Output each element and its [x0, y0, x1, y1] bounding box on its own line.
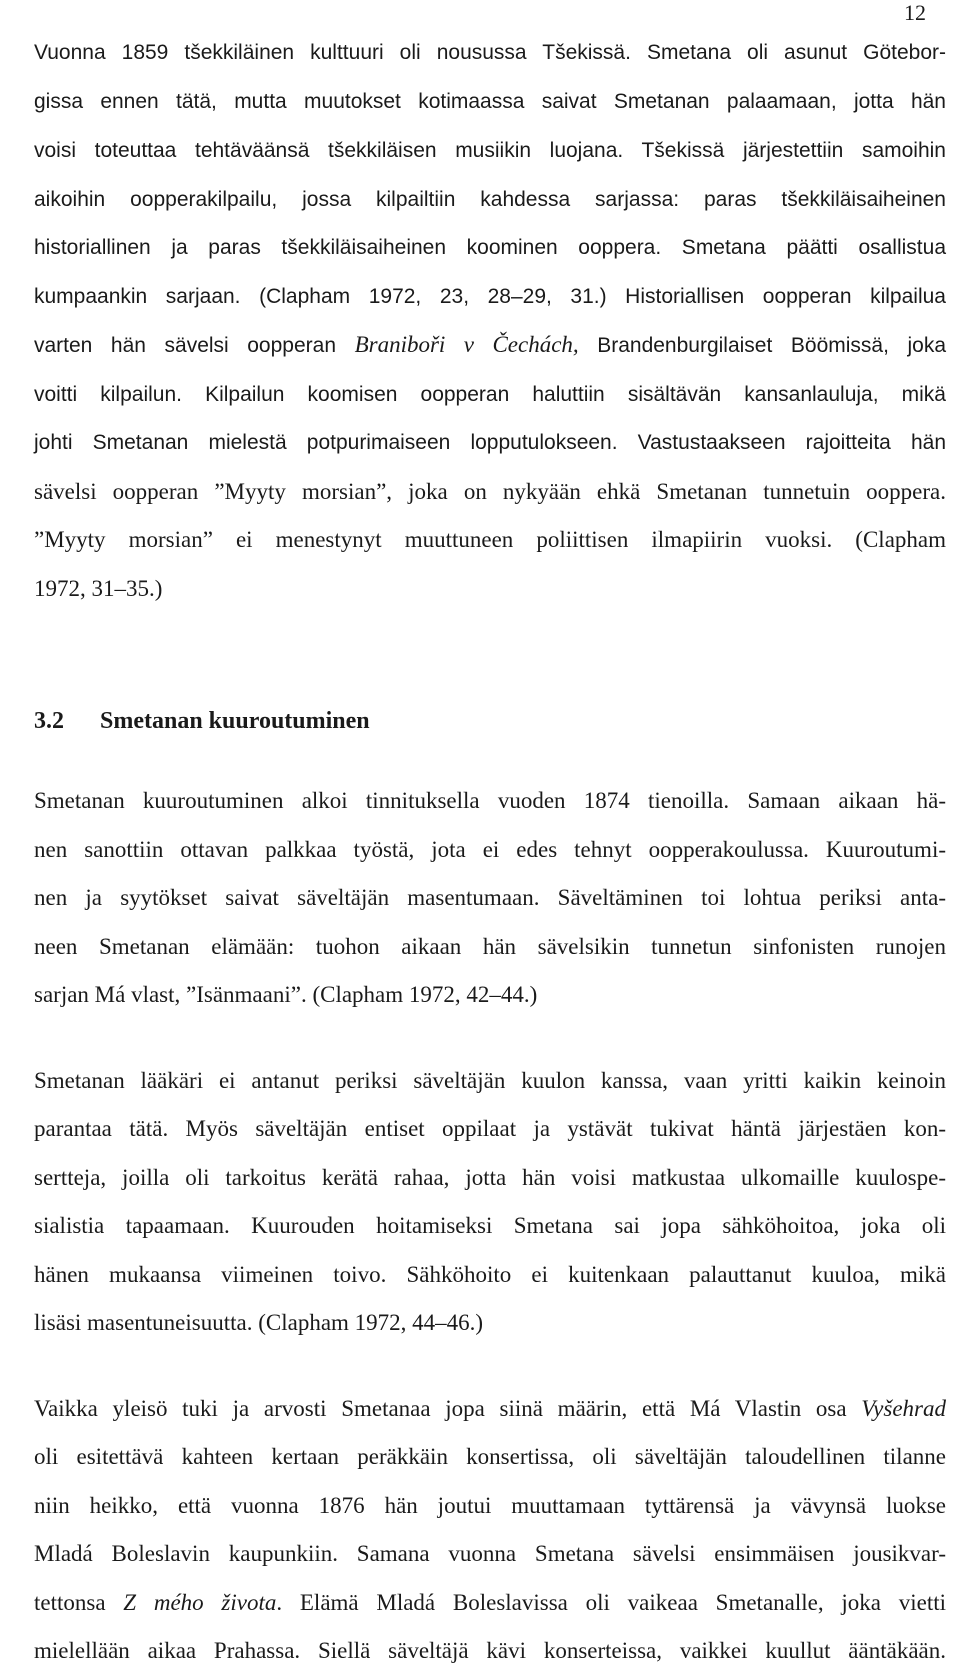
- text-line: Smetanan lääkäri ei antanut periksi säveltäjän kuulon kanssa, vaan yritti kaikin keinoin: [34, 1067, 946, 1093]
- text-line: gissa ennen tätä, mutta muutokset kotimaassa saivat Smetanan palaamaan, jotta hän: [34, 89, 946, 113]
- text-line: sertteja, joilla oli tarkoitus kerätä rahaa, jotta hän voisi matkustaa ulkomaille kuulospe-: [34, 1164, 946, 1190]
- section-heading: [34, 706, 946, 736]
- text-segment: Tšekissä järjestettiin samoihin: [623, 139, 946, 162]
- text-line: nen sanottiin ottavan palkkaa työstä, jota ei edes tehnyt oopperakoulussa. Kuuroutumi-: [34, 836, 946, 862]
- text-line: mielellään aikaa Prahassa. Siellä säveltäjä kävi konserteissa, vaikkei kuullut ääntäkään.: [34, 1638, 946, 1663]
- text-line: johti Smetanan mielestä potpurimaiseen lopputulokseen. Vastustaakseen rajoitteita hän: [34, 431, 946, 454]
- text-line: Vuonna 1859 tšekkiläinen kulttuuri oli nousussa Tšekissä. Smetana oli asunut Götebor-: [34, 41, 946, 64]
- text-line: neen Smetanan elämään: tuohon aikaan hän sävelsikin tunnetun sinfonisten runojen: [34, 933, 946, 959]
- paragraph: [34, 777, 946, 1020]
- text-line: historiallinen ja paras tšekkiläisaiheinen koominen ooppera. Smetana päätti osallistua: [34, 236, 946, 259]
- text-segment: Brandenburgilaiset Böömissä, joka: [578, 334, 946, 357]
- text-line: Mladá Boleslavin kaupunkiin. Samana vuonna Smetana sävelsi ensimmäisen jousikvar-: [34, 1541, 946, 1566]
- text-line: 1972, 31–35.): [34, 575, 163, 601]
- text-line: ”Myyty morsian” ei menestynyt muuttuneen poliittisen ilmapiirin vuoksi. (Clapham: [34, 527, 946, 552]
- text-segment: voisi toteuttaa tehtäväänsä tšekkiläisen musiikin luojana.: [34, 139, 624, 162]
- text-line: voitti kilpailun. Kilpailun koomisen oopperan haluttiin sisältävän kansanlauluja, mikä: [34, 382, 946, 406]
- italic-title: Vyšehrad: [861, 1395, 946, 1421]
- text-line: Smetanan kuuroutuminen alkoi tinnituksella vuoden 1874 tienoilla. Samaan aikaan hä-: [34, 788, 946, 813]
- text-line: [34, 126, 946, 176]
- text-segment: Vaikka yleisö tuki ja arvosti Smetanaa jopa siinä määrin, että Má Vlastin osa: [34, 1395, 862, 1421]
- text-segment: tettonsa: [34, 1589, 124, 1615]
- text-line: kumpaankin sarjaan. (Clapham 1972, 23, 28–29, 31.) Historiallisen oopperan kilpailua: [34, 284, 946, 308]
- section-title: Smetanan kuuroutuminen: [100, 708, 370, 734]
- text-line: sävelsi oopperan ”Myyty morsian”, joka on nykyään ehkä Smetanan tunnetuin ooppera.: [34, 478, 946, 504]
- text-line: [34, 1385, 946, 1434]
- text-segment: . Elämä Mladá Boleslavissa oli vaikeaa Smetanalle, joka vietti: [276, 1589, 946, 1615]
- paragraph: [34, 29, 946, 613]
- text-line: niin heikko, että vuonna 1876 hän joutui muuttamaan tyttärensä ja vävynsä luokse: [34, 1492, 946, 1518]
- text-line: parantaa tätä. Myös säveltäjän entiset oppilaat ja ystävät tukivat häntä järjestäen kon-: [34, 1116, 946, 1141]
- page-number: 12: [904, 0, 926, 25]
- italic-title: Z mého života: [123, 1589, 277, 1615]
- text-line: hänen mukaansa viimeinen toivo. Sähköhoito ei kuitenkaan palauttanut kuuloa, mikä: [34, 1261, 946, 1287]
- text-line: aikoihin oopperakilpailu, jossa kilpailtiin kahdessa sarjassa: paras tšekkiläisaiheinen: [34, 187, 946, 211]
- text-line: sarjan Má vlast, ”Isänmaani”. (Clapham 1972, 42–44.): [34, 982, 538, 1007]
- text-line: nen ja syytökset saivat säveltäjän masentumaan. Säveltäminen toi lohtua periksi anta-: [34, 885, 946, 910]
- paragraph: [34, 1057, 946, 1348]
- italic-title: Braniboři v Čechách,: [354, 332, 579, 357]
- text-line: sialistia tapaamaan. Kuurouden hoitamiseksi Smetana sai jopa sähköhoitoa, joka oli: [34, 1213, 946, 1238]
- text-line: oli esitettävä kahteen kertaan peräkkäin konsertissa, oli säveltäjän taloudellinen tilanne: [34, 1444, 946, 1469]
- document-body: [34, 29, 946, 1676]
- section-number: 3.2: [34, 708, 64, 734]
- paragraph: [34, 1385, 946, 1676]
- text-line: [34, 321, 946, 371]
- text-segment: varten hän sävelsi oopperan: [34, 334, 355, 357]
- text-line: [34, 1579, 946, 1628]
- text-line: lisäsi masentuneisuutta. (Clapham 1972, 44–46.): [34, 1310, 484, 1335]
